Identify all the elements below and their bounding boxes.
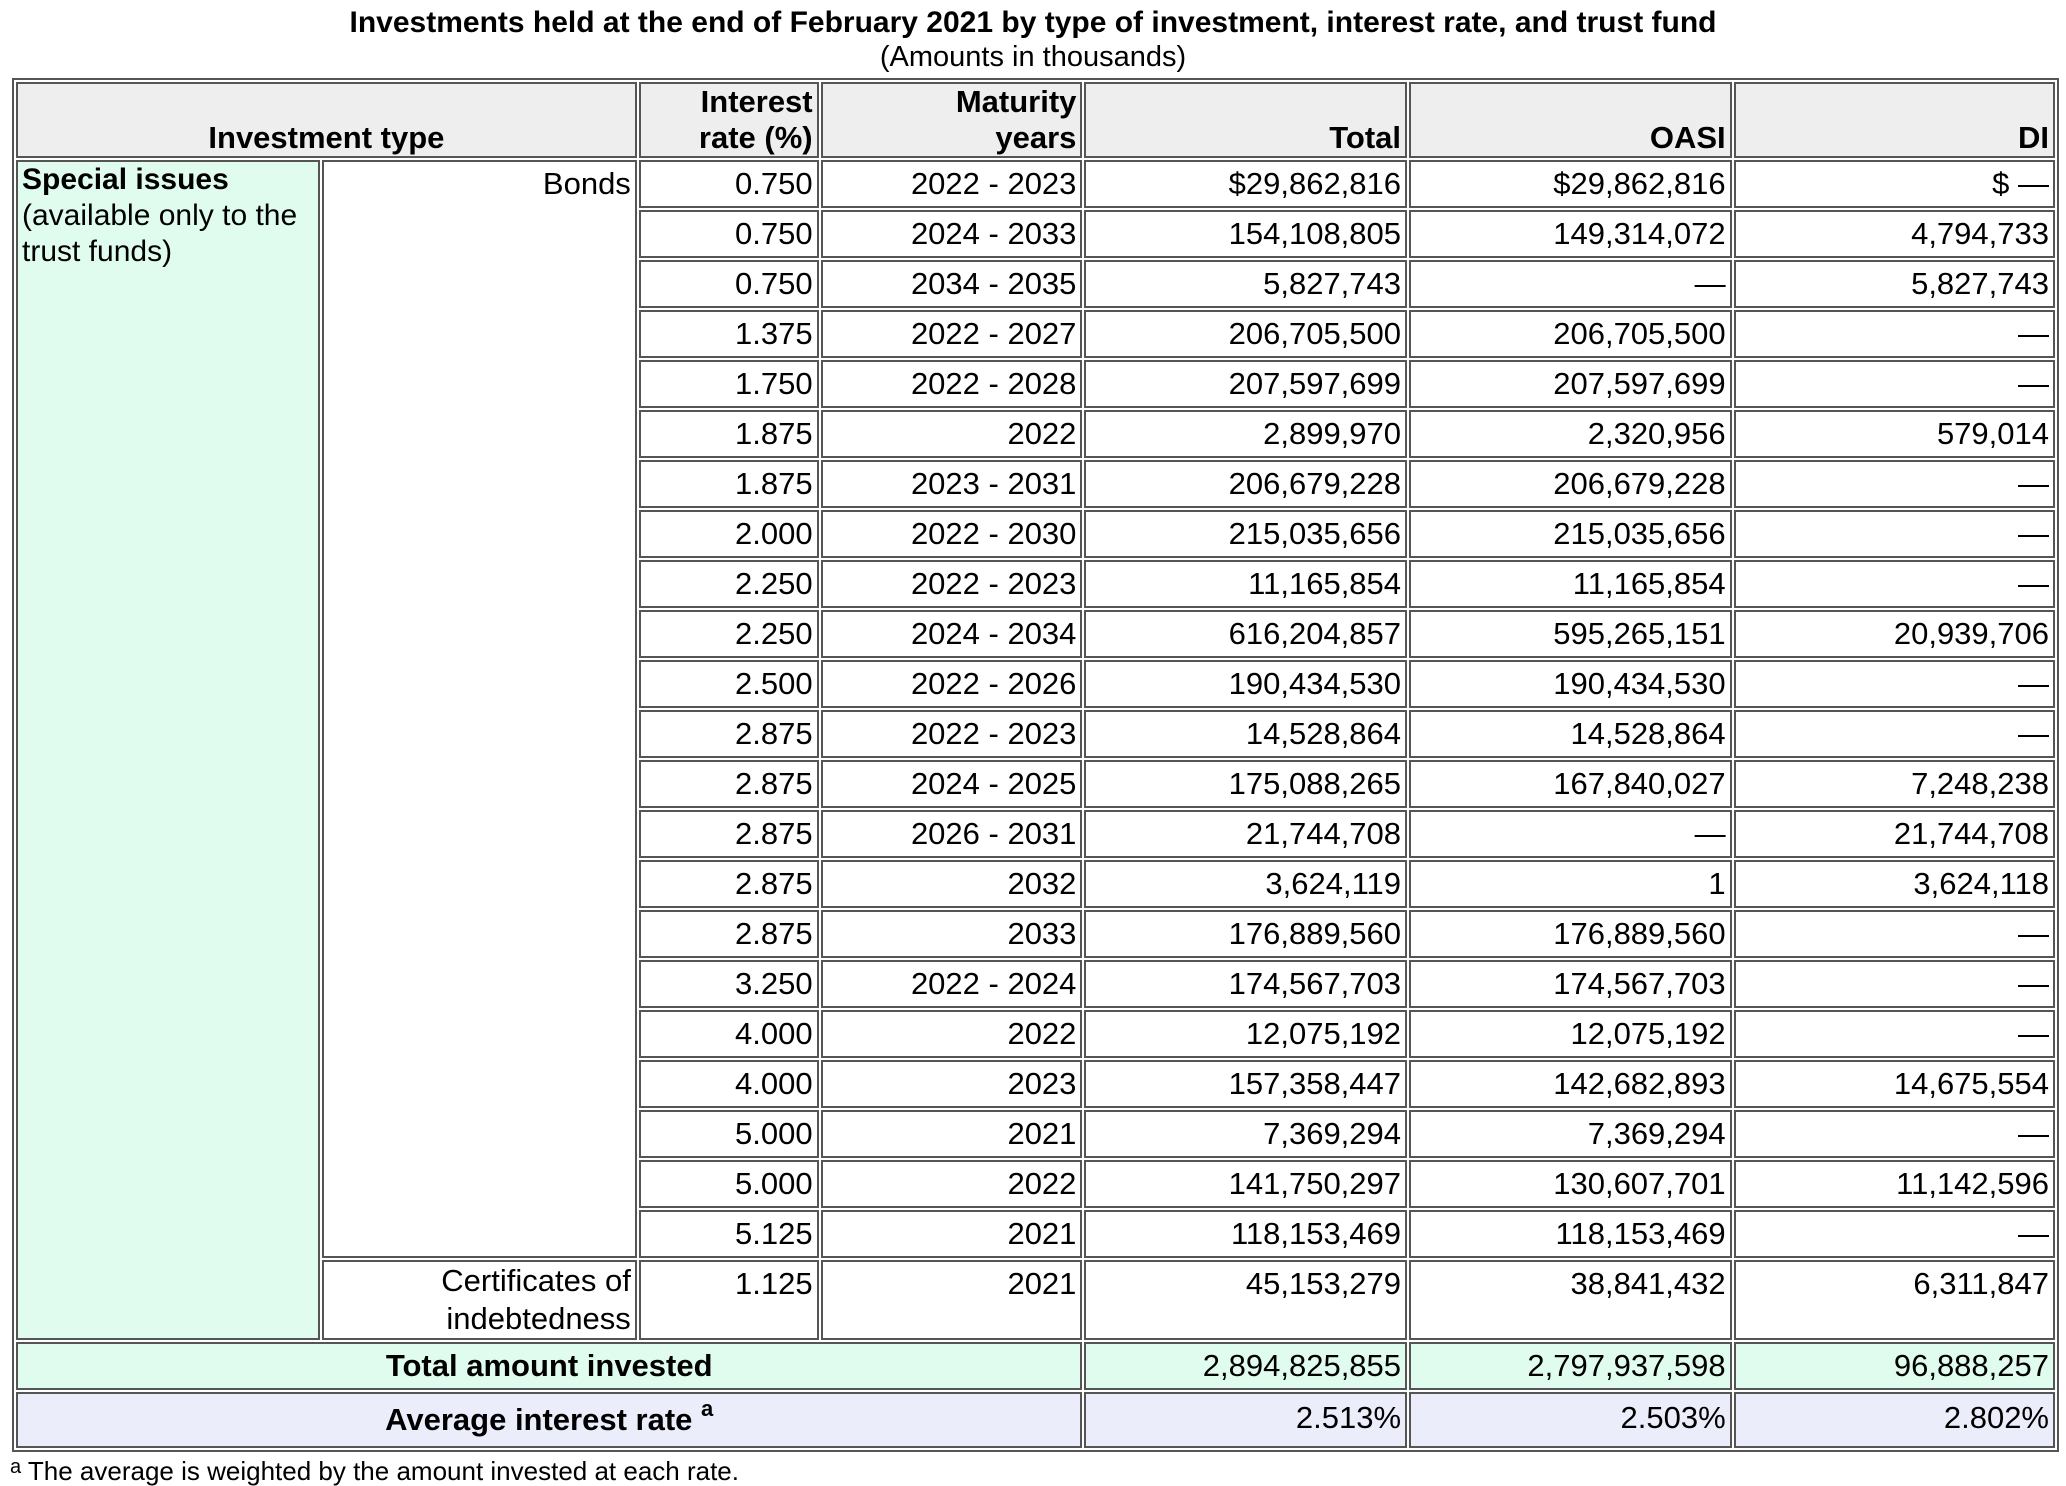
maturity-years-cell: 2033	[821, 910, 1083, 958]
total-cell: 215,035,656	[1084, 510, 1407, 558]
table-row-certificates	[16, 1260, 2055, 1340]
investments-table	[12, 78, 2059, 1452]
oasi-cell: 206,705,500	[1409, 310, 1732, 358]
di-cell: 21,744,708	[1734, 810, 2055, 858]
maturity-years-cell: 2024 - 2034	[821, 610, 1083, 658]
interest-rate-cell: 4.000	[639, 1060, 819, 1108]
total-cell: 207,597,699	[1084, 360, 1407, 408]
interest-rate-cell: 3.250	[639, 960, 819, 1008]
header-maturity-years: Maturity years	[821, 82, 1083, 158]
header-interest-rate: Interest rate (%)	[639, 82, 819, 158]
total-cell: 175,088,265	[1084, 760, 1407, 808]
interest-rate-cell: 1.750	[639, 360, 819, 408]
average-label-text: Average interest rate	[385, 1402, 693, 1437]
di-cell: 14,675,554	[1734, 1060, 2055, 1108]
di-cell: 579,014	[1734, 410, 2055, 458]
oasi-cell: 7,369,294	[1409, 1110, 1732, 1158]
oasi-cell: 176,889,560	[1409, 910, 1732, 958]
header-di: DI	[1734, 82, 2055, 158]
special-issues-label	[16, 160, 320, 1340]
table-row	[16, 160, 2055, 208]
total-cell: 141,750,297	[1084, 1160, 1407, 1208]
interest-rate-cell: 2.500	[639, 660, 819, 708]
maturity-years-cell: 2024 - 2033	[821, 210, 1083, 258]
total-cell: $29,862,816	[1084, 160, 1407, 208]
maturity-years-cell: 2022	[821, 410, 1083, 458]
header-investment-type: Investment type	[16, 82, 637, 158]
footnote-marker: a	[10, 1456, 22, 1478]
interest-rate-cell: 1.875	[639, 460, 819, 508]
maturity-years-cell: 2022 - 2028	[821, 360, 1083, 408]
di-cell: —	[1734, 660, 2055, 708]
di-cell: —	[1734, 510, 2055, 558]
interest-rate-cell: 2.875	[639, 860, 819, 908]
oasi-cell: 118,153,469	[1409, 1210, 1732, 1258]
total-cell: 157,358,447	[1084, 1060, 1407, 1108]
total-cell: 206,679,228	[1084, 460, 1407, 508]
oasi-cell: 595,265,151	[1409, 610, 1732, 658]
table-title: Investments held at the end of February 2021 by type of investment, interest rate, and trust fund	[349, 6, 1717, 39]
maturity-years-cell: 2021	[821, 1210, 1083, 1258]
interest-rate-cell: 2.250	[639, 610, 819, 658]
total-cell: 118,153,469	[1084, 1210, 1407, 1258]
di-cell: —	[1734, 560, 2055, 608]
total-cell: 21,744,708	[1084, 810, 1407, 858]
oasi-cell: 1	[1409, 860, 1732, 908]
bonds-label: Bonds	[322, 160, 637, 1258]
interest-rate-cell: 2.875	[639, 760, 819, 808]
total-cell: 2,899,970	[1084, 410, 1407, 458]
average-row	[16, 1392, 2055, 1448]
oasi-cell: 149,314,072	[1409, 210, 1732, 258]
footnote-text: The average is weighted by the amount invested at each rate.	[27, 1456, 739, 1486]
interest-rate-cell: 5.125	[639, 1210, 819, 1258]
maturity-years-cell: 2026 - 2031	[821, 810, 1083, 858]
total-cell: 12,075,192	[1084, 1010, 1407, 1058]
di-cell: $ —	[1734, 160, 2055, 208]
oasi-cell: 190,434,530	[1409, 660, 1732, 708]
header-total: Total	[1084, 82, 1407, 158]
maturity-years-cell: 2023 - 2031	[821, 460, 1083, 508]
footnote-reference: a	[701, 1396, 714, 1421]
maturity-years-cell: 2022 - 2023	[821, 710, 1083, 758]
di-cell: —	[1734, 960, 2055, 1008]
di-cell: 6,311,847	[1734, 1260, 2055, 1340]
total-row	[16, 1342, 2055, 1390]
maturity-years-cell: 2023	[821, 1060, 1083, 1108]
oasi-cell: 174,567,703	[1409, 960, 1732, 1008]
oasi-cell: 12,075,192	[1409, 1010, 1732, 1058]
table-subtitle: (Amounts in thousands)	[879, 41, 1187, 73]
maturity-years-cell: 2022 - 2024	[821, 960, 1083, 1008]
special-issues-note: (available only to the trust funds)	[22, 199, 298, 268]
total-cell: 190,434,530	[1084, 660, 1407, 708]
average-label	[16, 1392, 1082, 1448]
interest-rate-cell: 4.000	[639, 1010, 819, 1058]
total-cell: 206,705,500	[1084, 310, 1407, 358]
header-row	[16, 82, 2055, 158]
oasi-cell: 206,679,228	[1409, 460, 1732, 508]
interest-rate-cell: 2.000	[639, 510, 819, 558]
total-cell: 174,567,703	[1084, 960, 1407, 1008]
di-cell: 96,888,257	[1734, 1342, 2055, 1390]
oasi-cell: 38,841,432	[1409, 1260, 1732, 1340]
total-cell: 14,528,864	[1084, 710, 1407, 758]
di-cell: 2.802%	[1734, 1392, 2055, 1448]
interest-rate-cell: 5.000	[639, 1160, 819, 1208]
interest-rate-cell: 0.750	[639, 260, 819, 308]
footnote	[10, 1456, 2059, 1486]
special-issues-title: Special issues	[22, 163, 229, 196]
interest-rate-cell: 1.875	[639, 410, 819, 458]
total-label: Total amount invested	[16, 1342, 1082, 1390]
oasi-cell: —	[1409, 260, 1732, 308]
di-cell: —	[1734, 1010, 2055, 1058]
maturity-years-cell: 2021	[821, 1110, 1083, 1158]
maturity-years-cell: 2022 - 2023	[821, 560, 1083, 608]
interest-rate-cell: 0.750	[639, 160, 819, 208]
oasi-cell: 2.503%	[1409, 1392, 1732, 1448]
di-cell: —	[1734, 310, 2055, 358]
di-cell: 5,827,743	[1734, 260, 2055, 308]
interest-rate-cell: 5.000	[639, 1110, 819, 1158]
interest-rate-cell: 2.875	[639, 810, 819, 858]
maturity-years-cell: 2022 - 2027	[821, 310, 1083, 358]
oasi-cell: 130,607,701	[1409, 1160, 1732, 1208]
interest-rate-cell: 2.875	[639, 910, 819, 958]
total-cell: 7,369,294	[1084, 1110, 1407, 1158]
di-cell: —	[1734, 460, 2055, 508]
oasi-cell: 167,840,027	[1409, 760, 1732, 808]
maturity-years-cell: 2032	[821, 860, 1083, 908]
total-cell: 3,624,119	[1084, 860, 1407, 908]
maturity-years-cell: 2022 - 2030	[821, 510, 1083, 558]
interest-rate-cell: 1.125	[639, 1260, 819, 1340]
oasi-cell: 207,597,699	[1409, 360, 1732, 408]
oasi-cell: 215,035,656	[1409, 510, 1732, 558]
maturity-years-cell: 2022 - 2023	[821, 160, 1083, 208]
oasi-cell: —	[1409, 810, 1732, 858]
maturity-years-cell: 2021	[821, 1260, 1083, 1340]
di-cell: —	[1734, 1110, 2055, 1158]
oasi-cell: $29,862,816	[1409, 160, 1732, 208]
total-cell: 11,165,854	[1084, 560, 1407, 608]
maturity-years-cell: 2022	[821, 1160, 1083, 1208]
total-cell: 45,153,279	[1084, 1260, 1407, 1340]
maturity-years-cell: 2022 - 2026	[821, 660, 1083, 708]
oasi-cell: 11,165,854	[1409, 560, 1732, 608]
total-cell: 5,827,743	[1084, 260, 1407, 308]
di-cell: —	[1734, 910, 2055, 958]
di-cell: 7,248,238	[1734, 760, 2055, 808]
interest-rate-cell: 2.250	[639, 560, 819, 608]
header-oasi: OASI	[1409, 82, 1732, 158]
di-cell: 4,794,733	[1734, 210, 2055, 258]
total-cell: 154,108,805	[1084, 210, 1407, 258]
interest-rate-cell: 1.375	[639, 310, 819, 358]
table-body	[16, 160, 2055, 1448]
interest-rate-cell: 2.875	[639, 710, 819, 758]
maturity-years-cell: 2034 - 2035	[821, 260, 1083, 308]
total-cell: 616,204,857	[1084, 610, 1407, 658]
di-cell: 3,624,118	[1734, 860, 2055, 908]
interest-rate-cell: 0.750	[639, 210, 819, 258]
total-cell: 176,889,560	[1084, 910, 1407, 958]
di-cell: —	[1734, 360, 2055, 408]
di-cell: 11,142,596	[1734, 1160, 2055, 1208]
oasi-cell: 142,682,893	[1409, 1060, 1732, 1108]
total-cell: 2,894,825,855	[1084, 1342, 1407, 1390]
di-cell: 20,939,706	[1734, 610, 2055, 658]
certificates-label: Certificates of indebtedness	[322, 1260, 637, 1340]
maturity-years-cell: 2024 - 2025	[821, 760, 1083, 808]
oasi-cell: 14,528,864	[1409, 710, 1732, 758]
total-cell: 2.513%	[1084, 1392, 1407, 1448]
oasi-cell: 2,320,956	[1409, 410, 1732, 458]
oasi-cell: 2,797,937,598	[1409, 1342, 1732, 1390]
di-cell: —	[1734, 710, 2055, 758]
page	[12, 0, 2059, 1486]
di-cell: —	[1734, 1210, 2055, 1258]
maturity-years-cell: 2022	[821, 1010, 1083, 1058]
